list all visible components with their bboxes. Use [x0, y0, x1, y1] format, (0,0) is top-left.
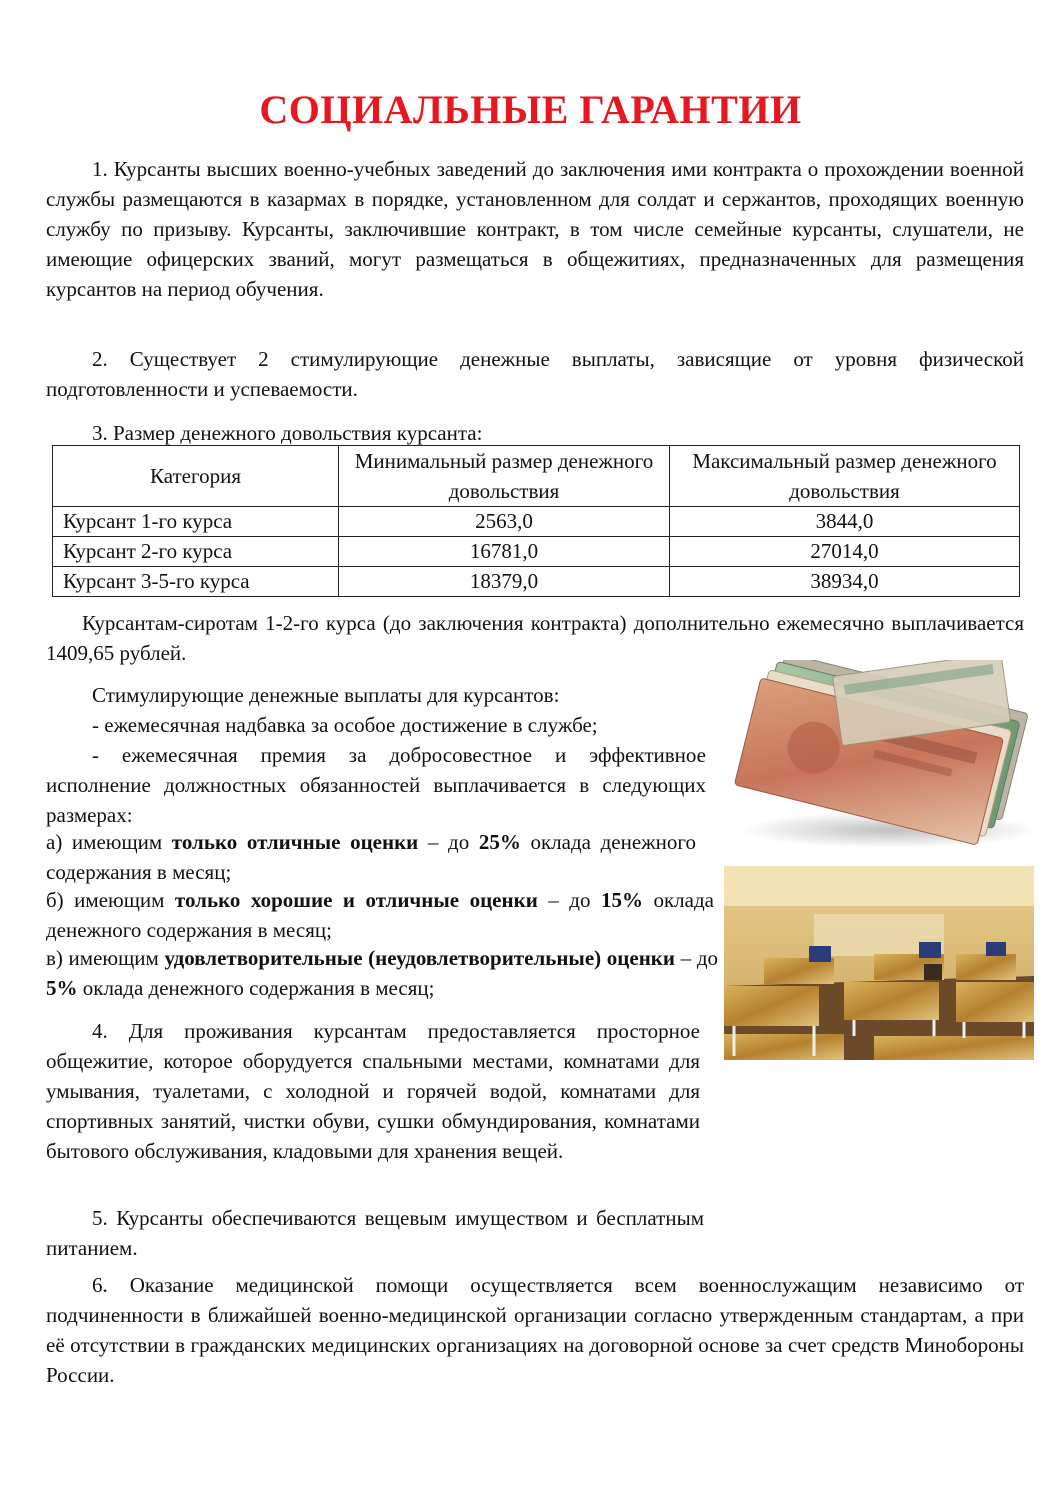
table-header: Максимальный размер денежного довольствия — [670, 446, 1020, 507]
allowance-table — [52, 445, 1020, 597]
dormitory-illustration — [724, 866, 1034, 1060]
paragraph-4: 4. Для проживания курсантам предоставляется просторное общежитие, которое оборудуется спальными местами, комнатами для умывания, туалетами, с холодной и горячей водой, комнатами для спортивных занятий, чистки обуви, сушки обмундирования, комнатами бытового обслуживания, кладовыми для хранения вещей. — [46, 1019, 700, 1163]
orphans-note: Курсантам-сиротам 1-2-го курса (до заключения контракта) дополнительно ежемесячно выплачивается 1409,65 рублей. — [46, 611, 1024, 665]
paragraph-1: 1. Курсанты высших военно-учебных заведений до заключения ими контракта о прохождении военной службы размещаются в казармах в порядке, установленном для солдат и сержантов, проходящих военную службу по призыву. Курсанты, заключившие контракт, в том числе семейные курсанты, слушатели, не имеющие офицерских званий, могут размещаться в общежитиях, предназначенных для размещения курсантов на период обучения. — [46, 157, 1024, 301]
grade-c-percent: 5% — [46, 976, 78, 1000]
grade-a-percent: 25% — [478, 830, 521, 854]
table-cell: 16781,0 — [339, 537, 670, 567]
table-row — [53, 507, 1020, 537]
paragraph-5: 5. Курсанты обеспечиваются вещевым имуществом и бесплатным питанием. — [46, 1206, 704, 1260]
table-cell: Курсант 3-5-го курса — [53, 567, 339, 597]
table-header: Категория — [53, 446, 339, 507]
table-cell: Курсант 1-го курса — [53, 507, 339, 537]
banknotes-image — [724, 660, 1034, 850]
table-header: Минимальный размер денежного довольствия — [339, 446, 670, 507]
grade-b: б) имеющим только хорошие и отличные оценки – до 15% оклада денежного содержания в месяц; — [46, 888, 714, 942]
stim-item-1: - ежемесячная надбавка за особое достижение в службе; — [92, 713, 598, 737]
table-cell: 3844,0 — [670, 507, 1020, 537]
grade-a-condition: только отличные оценки — [171, 830, 419, 854]
table-cell: 38934,0 — [670, 567, 1020, 597]
stim-item-2: - ежемесячная премия за добросовестное и эффективное исполнение должностных обязанностей выплачивается в следующих размерах: — [46, 743, 706, 827]
paragraph-6: 6. Оказание медицинской помощи осуществляется всем военнослужащим независимо от подчиненности в ближайшей военно-медицинской организации согласно утвержденным стандартам, а при её отсутствии в гражданских медицинских организациях на договорной основе за счет средств Минобороны России. — [46, 1273, 1024, 1387]
table-header-row — [53, 446, 1020, 507]
stim-intro: Стимулирующие денежные выплаты для курсантов: — [92, 683, 560, 707]
table-row — [53, 567, 1020, 597]
grade-a: а) имеющим только отличные оценки – до 25% оклада денежного содержания в месяц; — [46, 830, 696, 884]
table-row — [53, 537, 1020, 567]
table-cell: 27014,0 — [670, 537, 1020, 567]
grade-c: в) имеющим удовлетворительные (неудовлетворительные) оценки – до 5% оклада денежного содержания в месяц; — [46, 946, 718, 1000]
paragraph-3: 3. Размер денежного довольствия курсанта: — [92, 421, 483, 445]
table-cell: Курсант 2-го курса — [53, 537, 339, 567]
table-cell: 18379,0 — [339, 567, 670, 597]
dormitory-image — [724, 866, 1034, 1060]
table-cell: 2563,0 — [339, 507, 670, 537]
grade-b-percent: 15% — [600, 888, 643, 912]
grade-c-condition: удовлетворительные (неудовлетворительные) оценки — [164, 946, 676, 970]
page-title: СОЦИАЛЬНЫЕ ГАРАНТИИ — [259, 87, 802, 132]
banknotes-illustration — [724, 660, 1034, 850]
grade-b-condition: только хорошие и отличные оценки — [174, 888, 538, 912]
paragraph-2: 2. Существует 2 стимулирующие денежные выплаты, зависящие от уровня физической подготовленности и успеваемости. — [46, 347, 1024, 401]
